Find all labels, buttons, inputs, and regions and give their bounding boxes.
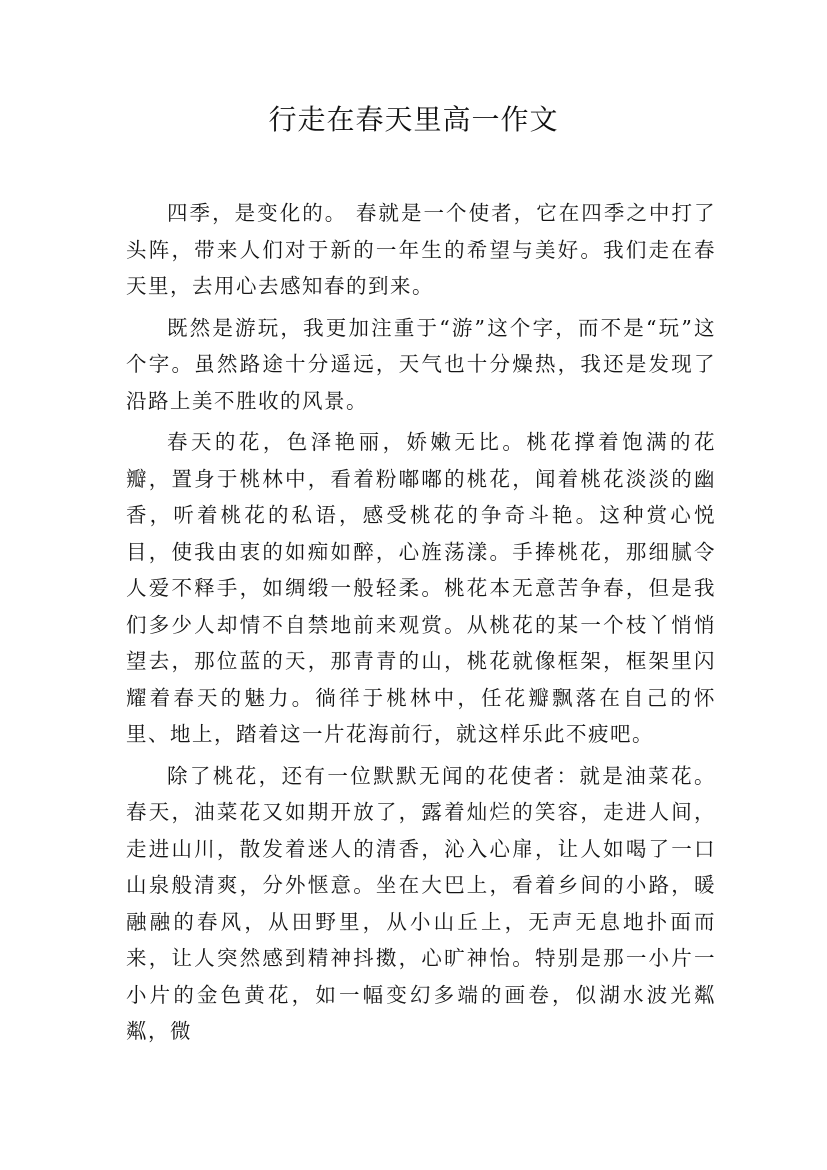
essay-body — [126, 195, 716, 1055]
paragraph-2: 既然是游玩，我更加注重于“游”这个字，而不是“玩”这个字。虽然路途十分遥远，天气也十分燥热，我还是发现了沿路上美不胜收的风景。 — [126, 315, 716, 413]
paragraph-1: 四季，是变化的。 春就是一个使者，它在四季之中打了头阵，带来人们对于新的一年生的希望与美好。我们走在春天里，去用心去感知春的到来。 — [126, 201, 716, 298]
page-title: 行走在春天里高一作文 — [268, 103, 559, 136]
paragraph-4: 除了桃花，还有一位默默无闻的花使者：就是油菜花。春天，油菜花又如期开放了，露着灿烂的笑容，走进人间，走进山川，散发着迷人的清香，沁入心扉，让人如喝了一口山泉般清爽，分外惬意。坐在大巴上，看着乡间的小路，暖融融的春风，从田野里，从小山丘上，无声无息地扑面而来，让人突然感到精神抖擞，心旷神怡。特别是那一小片一小片的金色黄花，如一幅变幻多端的画卷，似湖水波光粼粼，微 — [126, 763, 716, 1043]
paragraph-3: 春天的花，色泽艳丽，娇嫩无比。桃花撑着饱满的花瓣，置身于桃林中，看着粉嘟嘟的桃花，闻着桃花淡淡的幽香，听着桃花的私语，感受桃花的争奇斗艳。这种赏心悦目，使我由衷的如痴如醉，心旌荡漾。手捧桃花，那细腻令人爱不释手，如绸缎一般轻柔。桃花本无意苦争春，但是我们多少人却情不自禁地前来观赏。从桃花的某一个枝丫悄悄望去，那位蓝的天，那青青的山，桃花就像框架，框架里闪耀着春天的魅力。徜徉于桃林中，任花瓣飘落在自己的怀里、地上，踏着这一片花海前行，就这样乐此不疲吧。 — [126, 430, 716, 746]
